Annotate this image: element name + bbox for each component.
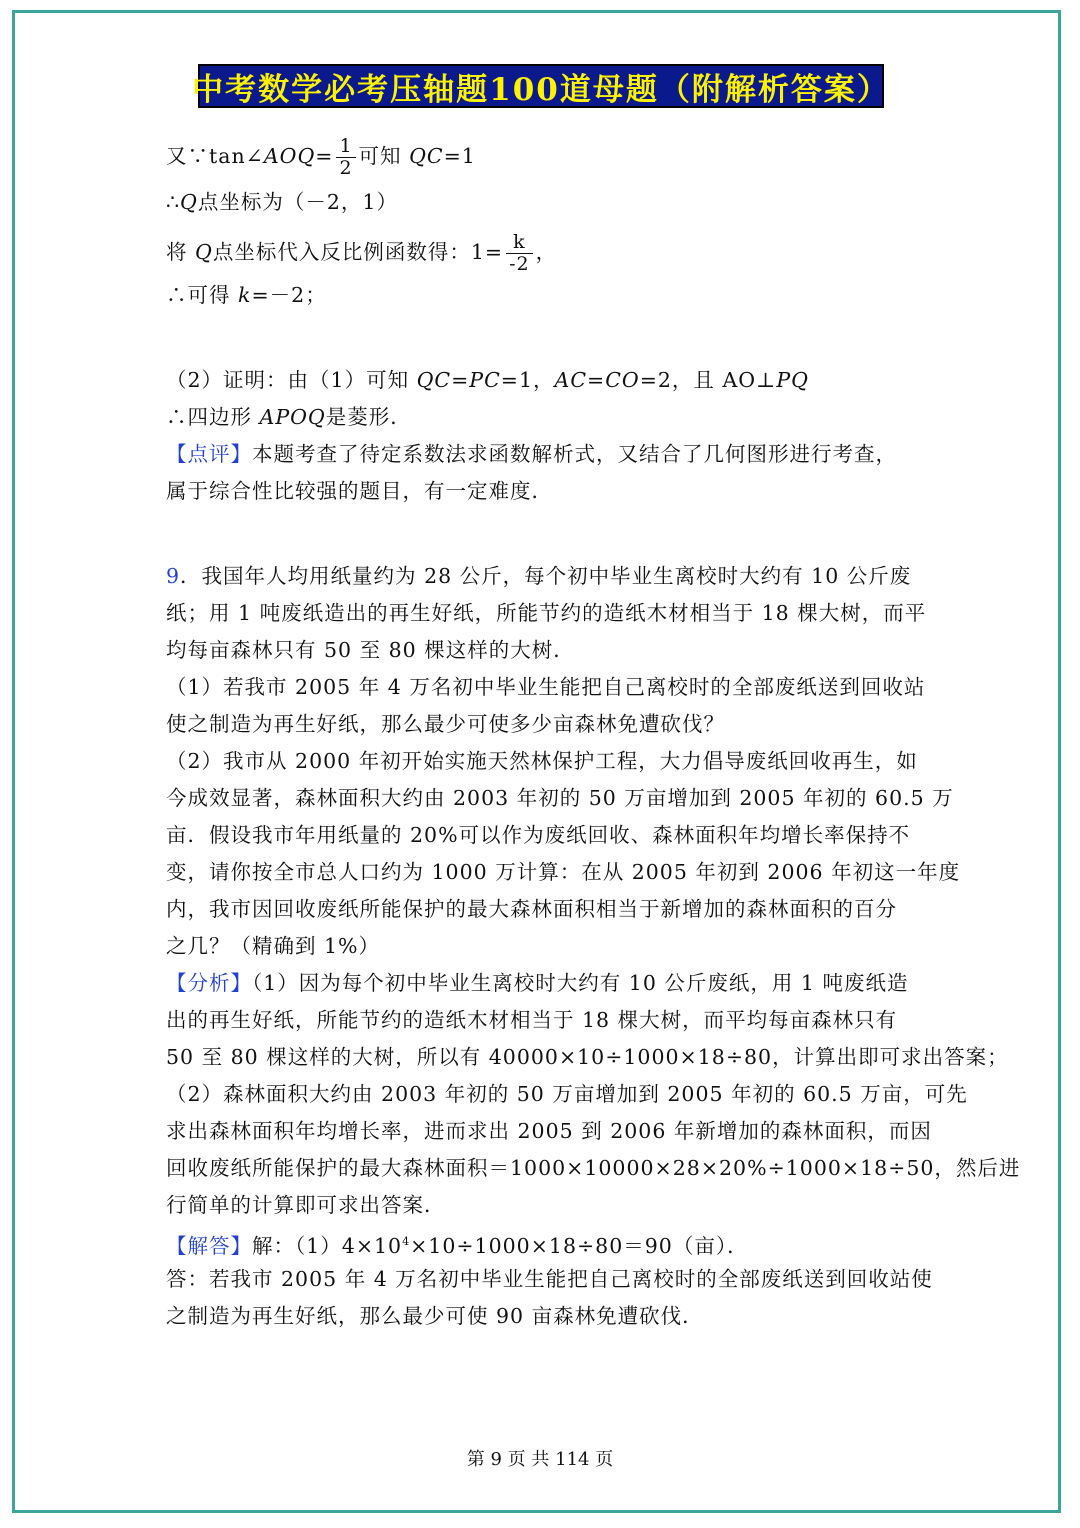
page-title: 中考数学必考压轴题100道母题（附解析答案） xyxy=(192,71,890,108)
line-k-result: ∴可得 k=－2； xyxy=(166,283,327,307)
question-line: 变，请你按全市总人口约为 1000 万计算：在从 2005 年初到 2006 年初这一年度 xyxy=(166,860,961,884)
fraction-k: $\frac{k}{-2}$ xyxy=(506,232,533,275)
analysis-line: 50 至 80 棵这样的大树，所以有 40000×10÷1000×18÷80，计算出即可求出答案； xyxy=(166,1045,1009,1069)
question-line: 9．我国年人均用纸量约为 28 公斤，每个初中毕业生离校时大约有 10 公斤废 xyxy=(166,564,912,588)
solution-line: 答：若我市 2005 年 4 万名初中毕业生能把自己离校时的全部废纸送到回收站使 xyxy=(166,1267,933,1291)
analysis-line: 回收废纸所能保护的最大森林面积＝1000×10000×28×20%÷1000×18÷50，然后进 xyxy=(166,1156,1021,1180)
question-line: 今成效显著，森林面积大约由 2003 年初的 50 万亩增加到 2005 年初的 60.5 万 xyxy=(166,786,954,810)
solution-line: 【解答】解：$(1)4\times 10^4\times 10\div 1000\times 18\div 80=90$（亩）． xyxy=(166,1233,749,1258)
analysis-line: 【分析】（1）因为每个初中毕业生离校时大约有 10 公斤废纸，用 1 吨废纸造 xyxy=(166,971,909,995)
line-q-coord: ∴Q点坐标为（－2，1） xyxy=(166,190,398,214)
line-proof: （2）证明：由（1）可知 QC=PC=1，AC=CO=2，且 AO⊥PQ xyxy=(166,368,809,392)
line-rhombus: ∴四边形 APOQ是菱形． xyxy=(166,405,412,429)
page-footer: 第 9 页 共 114 页 xyxy=(466,1449,614,1470)
question-line: 使之制造为再生好纸，那么最少可使多少亩森林免遭砍伐？ xyxy=(166,712,725,736)
fraction-half: $\frac{1}{2}$ xyxy=(336,136,355,179)
question-line: 内，我市因回收废纸所能保护的最大森林面积相当于新增加的森林面积的百分 xyxy=(166,897,897,921)
line-tan: 又∵tan∠AOQ= $\frac{1}{2}$ 可知 QC=1 xyxy=(166,135,476,179)
question-number: 9 xyxy=(166,564,181,588)
analysis-line: 出的再生好纸，所能节约的造纸木材相当于 18 棵大树，而平均每亩森林只有 xyxy=(166,1008,898,1032)
solution-line: 之制造为再生好纸，那么最少可使 90 亩森林免遭砍伐． xyxy=(166,1304,704,1328)
solution-tag: 【解答】 xyxy=(166,1233,252,1258)
question-line: 之几？（精确到 1%） xyxy=(166,934,381,958)
analysis-line: 行简单的计算即可求出答案． xyxy=(166,1193,446,1217)
line-comment-2: 属于综合性比较强的题目，有一定难度． xyxy=(166,479,553,503)
line-comment: 【点评】本题考查了待定系数法求函数解析式，又结合了几何图形进行考查， xyxy=(166,442,897,466)
question-line: 纸；用 1 吨废纸造出的再生好纸，所能节约的造纸木材相当于 18 棵大树，而平 xyxy=(166,601,927,625)
analysis-line: （2）森林面积大约由 2003 年初的 50 万亩增加到 2005 年初的 60.5 万亩，可先 xyxy=(166,1082,968,1106)
question-line: （2）我市从 2000 年初开始实施天然林保护工程，大力倡导废纸回收再生，如 xyxy=(166,749,918,773)
line-substitute: 将 Q点坐标代入反比例函数得：1= $\frac{k}{-2}$ ， xyxy=(166,231,558,275)
title-banner xyxy=(192,64,890,108)
question-line: （1）若我市 2005 年 4 万名初中毕业生能把自己离校时的全部废纸送到回收站 xyxy=(166,675,926,699)
analysis-tag: 【分析】 xyxy=(166,971,252,995)
analysis-line: 求出森林面积年均增长率，进而求出 2005 到 2006 年新增加的森林面积，而因 xyxy=(166,1119,932,1143)
question-line: 均每亩森林只有 50 至 80 棵这样的大树． xyxy=(166,638,575,662)
question-line: 亩．假设我市年用纸量的 20%可以作为废纸回收、森林面积年均增长率保持不 xyxy=(166,823,911,847)
comment-tag: 【点评】 xyxy=(166,442,252,466)
